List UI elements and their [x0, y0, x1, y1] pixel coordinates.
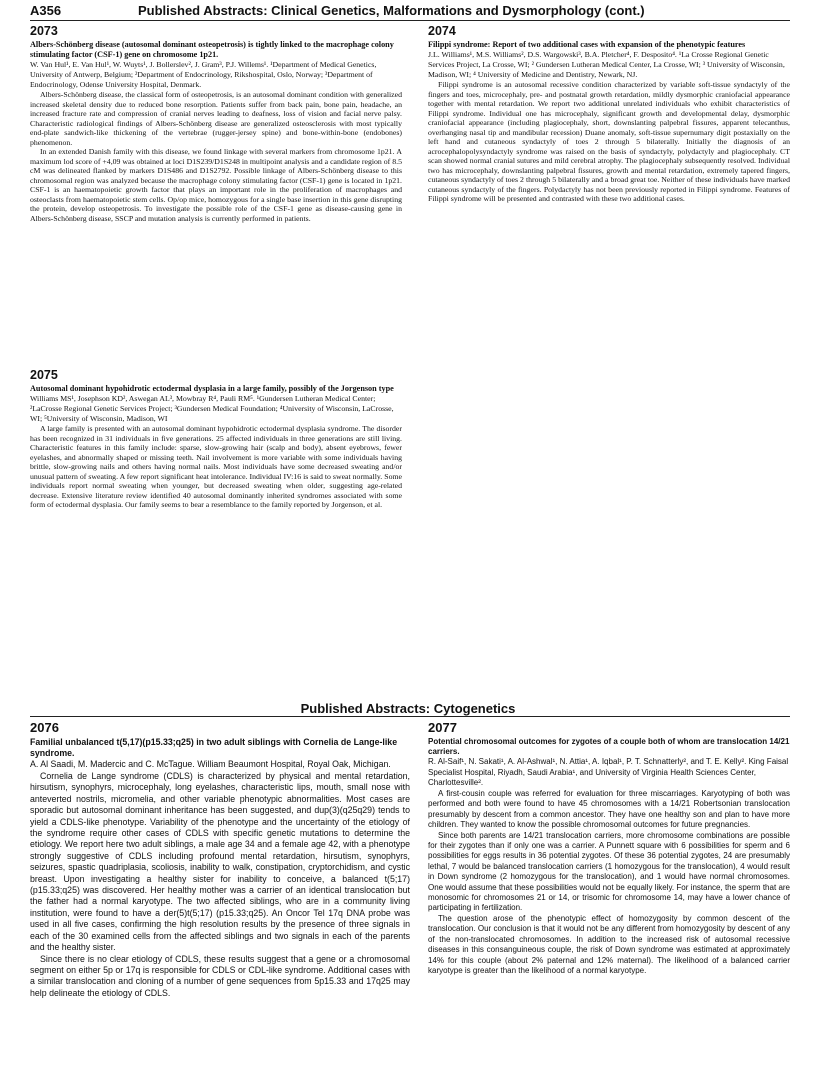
abstract-title: Familial unbalanced t(5,17)(p15.33;q25) in two adult siblings with Cornelia de Lange-like syndrome. — [30, 737, 398, 758]
abstract-title: Autosomal dominant hypohidrotic ectodermal dysplasia in a large family, possibly of the Jorgenson type — [30, 384, 394, 393]
abstract-authors: Williams MS¹, Josephson KD², Aswegan AL³, Mowbray R⁴, Pauli RM⁵. ¹Gundersen Lutheran Medical Center; ²LaCrosse Regional Genetic Services Project; ³Gundersen Medical Foundation; ⁴University of Wisconsin, LaCrosse, WI; ⁵University of Wisconsin, Madison, WI — [30, 394, 394, 423]
abstract-paragraph: The question arose of the phenotypic effect of homozygosity by common descent of the translocation. Our conclusion is that it would not be any different from homozygosity by descent of any of the non-translocated chromosomes. In addition to the increased risk of autosomal recessive diseases in this consanguineous couple, the risk of Down syndrome was estimated at approximately 14% for this couple (about 2% paternal and 12% maternal). The likelihood of a balanced carrier karyotype is greater than the likelihood of a normal karyotype. — [428, 913, 790, 975]
abstract-paragraph: Filippi syndrome is an autosomal recessive condition characterized by variable soft-tissue syndactyly of the fingers and toes, microcephaly, pre- and postnatal growth retardation, mildly dysmorphic craniofacial appearance together with mental retardation. We report two additional unrelated individuals who exhibit characteristics of Filippi syndrome. Individual one has microcephaly, significant growth and developmental delay, dysmorphic craniofacial appearance (including plagiocephaly, short, downslanting palpebral fissures, apparent telecanthus, overhanging nasal tip and mandibular recession) Duane anomaly, soft-tissue supernumary digit postaxially on the left hand and cutaneous syndactyly of toes 2 through 5 bilaterally. Initially the diagnosis of an acrocephalopolysyndactyly syndrome was raised on the basis of syndactyly, polydactyly and plagiocephaly. CT scan showed normal cranial sutures and mild cerebral atrophy. The plagiocephaly subsequently resolved. Individual two has microcephaly, downslanting palpebral fissures, growth and mental retardation, extremely tapered fingers, cutaneous syndactyly of toes 2 through 5 bilaterally and a broad great toe. Neither of these individuals have marked cutaneous syndactyly of the fingers. Polydactyly has not been previously reported in Filippi syndrome. Features of Filippi syndrome will be presented and contrasted with these two additional cases. — [428, 80, 790, 204]
abstract-number: 2076 — [30, 720, 59, 735]
abstract-2077 — [428, 720, 790, 1010]
abstract-authors: R. Al-Saif¹, N. Sakati¹, A. Al-Ashwal¹, N. Attia¹, A. Iqbal¹, P. T. Schnatterly², and T. E. Kelly². King Faisal Specialist Hospital, Riyadh, Saudi Arabia¹, and University of Virginia Health Sciences Center, Charlottesville². — [428, 757, 789, 787]
section-rule — [30, 716, 790, 717]
header-rule — [30, 20, 790, 21]
abstract-paragraph: Since there is no clear etiology of CDLS, these results suggest that a gene or a chromosomal segment on either 5p or 17q is responsible for CDLS or CDL-like syndrome. Additional cases with a similar translocation and cloning of a number of gene sequences from 5p15.33 and 17q25 may help delineate the etiology of CDLS. — [30, 953, 410, 998]
abstract-number: 2075 — [30, 368, 58, 382]
abstract-paragraph: Since both parents are 14/21 translocation carriers, more chromosome combinations are possible for their zygotes than if only one was a carrier. A Punnett square with 6 possibilities for sperm and 6 possibilities for eggs results in 36 potential zygotes. Of these 36 potential zygotes, 24 are presumably lethal, 7 would be balanced translocation carriers (1 homozygous for the translocation), 4 would result in Down syndrome (2 homozygous for the translocation), and 1 would have normal chromosomes. One would assume that these possibilities would not be equally likely. For instance, the sperm that are monosomic for chromosomes 21 or 14, or trisomic for chromosome 14, may have a lower chance of participating in fertilization. — [428, 830, 790, 913]
abstract-paragraph: Cornelia de Lange syndrome (CDLS) is characterized by physical and mental retardation, hirsutism, synophyrs, microcephaly, long eyelashes, characteristic lips, mouth, small nose with anteverted nostrils, micromelia, and other variable phenotypic abnormalities. Most cases are sporadic but autosomal dominant inheritance has been suggested, and dup(3)(q25q29) tends to yield a CDLS-like phenotype. Variability of the phenotype and the uncertainty of the etiology of the syndrome require other cases of CDLS with specific genetic mutations to determine the etiology. We report here two adult siblings, a male age 34 and a female age 42, with a phenotype strongly suggestive of CDLS including profound mental retardation, hirsutism, synophyrs, seizures, spastic quadriplasia, scoliosis, inability to walk, constipation, cryptorchidism, and cystic breast. Upon investigating a healthy sister for inability to conceive, a balanced t(5;17)(p15.33;q25) was discovered. Her healthy mother was a carrier of an identical translocation but the father had a normal karyotype. The two affected siblings, who are in a community living institution, were found to have a der(5)t(5;17) (p15.33;q25). An Oncor Tel 17q DNA probe was used in all five cases, confirming the high resolution results by the presence of three signals in each of the 30 examined cells from the affected siblings and two signals in each of the parents and the healthy sister. — [30, 771, 410, 953]
abstract-paragraph: A large family is presented with an autosomal dominant hypohidrotic ectodermal dysplasia syndrome. The disorder has been recognized in 31 individuals in five generations. 25 affected individuals in three generations are still living. Characteristic features in this family include: sparse, slow-growing hair (scalp and body), absent eyebrows, fewer eyelashes, and abnormally shaped or missing teeth. Nail involvement is more variable with some individuals having brittle, slow-growing nails and others having normal nails. Most individuals have some decreased sweating and/or unusual pattern of sweating. A few report significant heat intolerance. Individual IV:16 is said to sweat normally. Some individuals report normal sweating when younger, but decreased sweating when older, suggesting age-related decrease. Extensive literature review identified 40 autosomal dominantly inherited syndromes associated with some form of ectodermal dysplasia. Our family seems to bear a resemblance to the family reported by Jorgenson, et al. — [30, 424, 402, 510]
abstract-paragraph: Albers-Schönberg disease, the classical form of osteopetrosis, is an autosomal dominant condition with generalized increased skeletal density due to reduced bone resorption. Patients suffer from back pain, bone pain, headache, an increased fracture rate and compression of cranial nerves leading to deafness, loss of vision and facial nerve palsy. Characteristic radiological findings of Albers-Schönberg disease are generalized osteosclerosis with most typically end-plate sandwich-like thickening of the vertebrae (rugger-jersey spine) and bone-within-bone (endobones) phenomenon. — [30, 90, 402, 147]
page-header — [30, 3, 790, 21]
page-title: Published Abstracts: Clinical Genetics, Malformations and Dysmorphology (cont.) — [138, 3, 645, 18]
abstract-number: 2074 — [428, 24, 456, 38]
page-number: A356 — [30, 3, 62, 18]
abstract-authors: J.L. Williams¹, M.S. Williams², D.S. Wargowski³, B.A. Pletcher⁴, F. Desposito⁴. ¹La Crosse Regional Genetic Services Project, La Crosse, WI; ² Gundersen Lutheran Medical Center, La Crosse, WI; ³ University of Wisconsin, Madison, WI; ⁴ University of Medicine and Dentistry, Newark, NJ. — [428, 50, 785, 79]
abstract-title: Albers-Schönberg disease (autosomal dominant osteopetrosis) is tightly linked to the macrophage colony stimulating factor (CSF-1) gene on chromosome 1p21. — [30, 40, 394, 59]
abstract-paragraph: In an extended Danish family with this disease, we found linkage with several markers from chromosome 1p21. A maximum lod score of +4,09 was obtained at loci D1S239/D1S248 in multipoint analysis and a candidate region of 8.5 cM was delineated flanked by markers D1S486 and D1S2792. Possible linkage of Albers-Schönberg disease to this chromosomal region was analyzed because the macrophage colony stimulating factor (CSF-1) gene is located in 1p21. CSF-1 is an haematopoietic growth factor that plays an important role in the proliferation of macrophages and osteoclasts from haematopoietic stem cells. Op/op mice, homozygous for a single base insertion in this gene disrupting the protein, develop osteopetrosis. To investigate the possible role of the CSF-1 gene as disease-causing gene in Albers-Schönberg disease, SSCP and mutation analysis is currently performed in patients. — [30, 147, 402, 223]
abstract-title: Potential chromosomal outcomes for zygotes of a couple both of whom are translocation 14/21 carriers. — [428, 737, 790, 757]
abstract-paragraph: A first-cousin couple was referred for evaluation for three miscarriages. Karyotyping of both was performed and both were found to have 45 chromosomes with a 14/21 Robertsonian translocation presumably by descent from a common ancestor. They have one healthy son and plan to have more children. They wanted to know the possible chromosomal outcomes for future pregnancies. — [428, 789, 790, 830]
section-title: Published Abstracts: Cytogenetics — [300, 701, 516, 716]
abstract-2076 — [30, 720, 410, 1077]
abstract-number: 2077 — [428, 720, 457, 735]
abstract-2074 — [428, 24, 790, 264]
abstract-number: 2073 — [30, 24, 58, 38]
abstract-title: Filippi syndrome: Report of two additional cases with expansion of the phenotypic features — [428, 40, 746, 49]
abstract-authors: W. Van Hul¹, E. Van Hul¹, W. Wuyts¹, J. Bollerslev², J. Gram³, P.J. Willems¹. ¹Department of Medical Genetics, University of Antwerp, Belgium; ²Department of Endocrinology, Rikshospital, Oslo, Norway; ³Department of Endocrinology, Odense University Hospital, Denmark. — [30, 60, 377, 89]
abstract-2073 — [30, 24, 402, 354]
abstract-authors: A. Al Saadi, M. Madercic and C. McTague. William Beaumont Hospital, Royal Oak, Michigan. — [30, 759, 391, 769]
abstract-2075 — [30, 368, 402, 573]
